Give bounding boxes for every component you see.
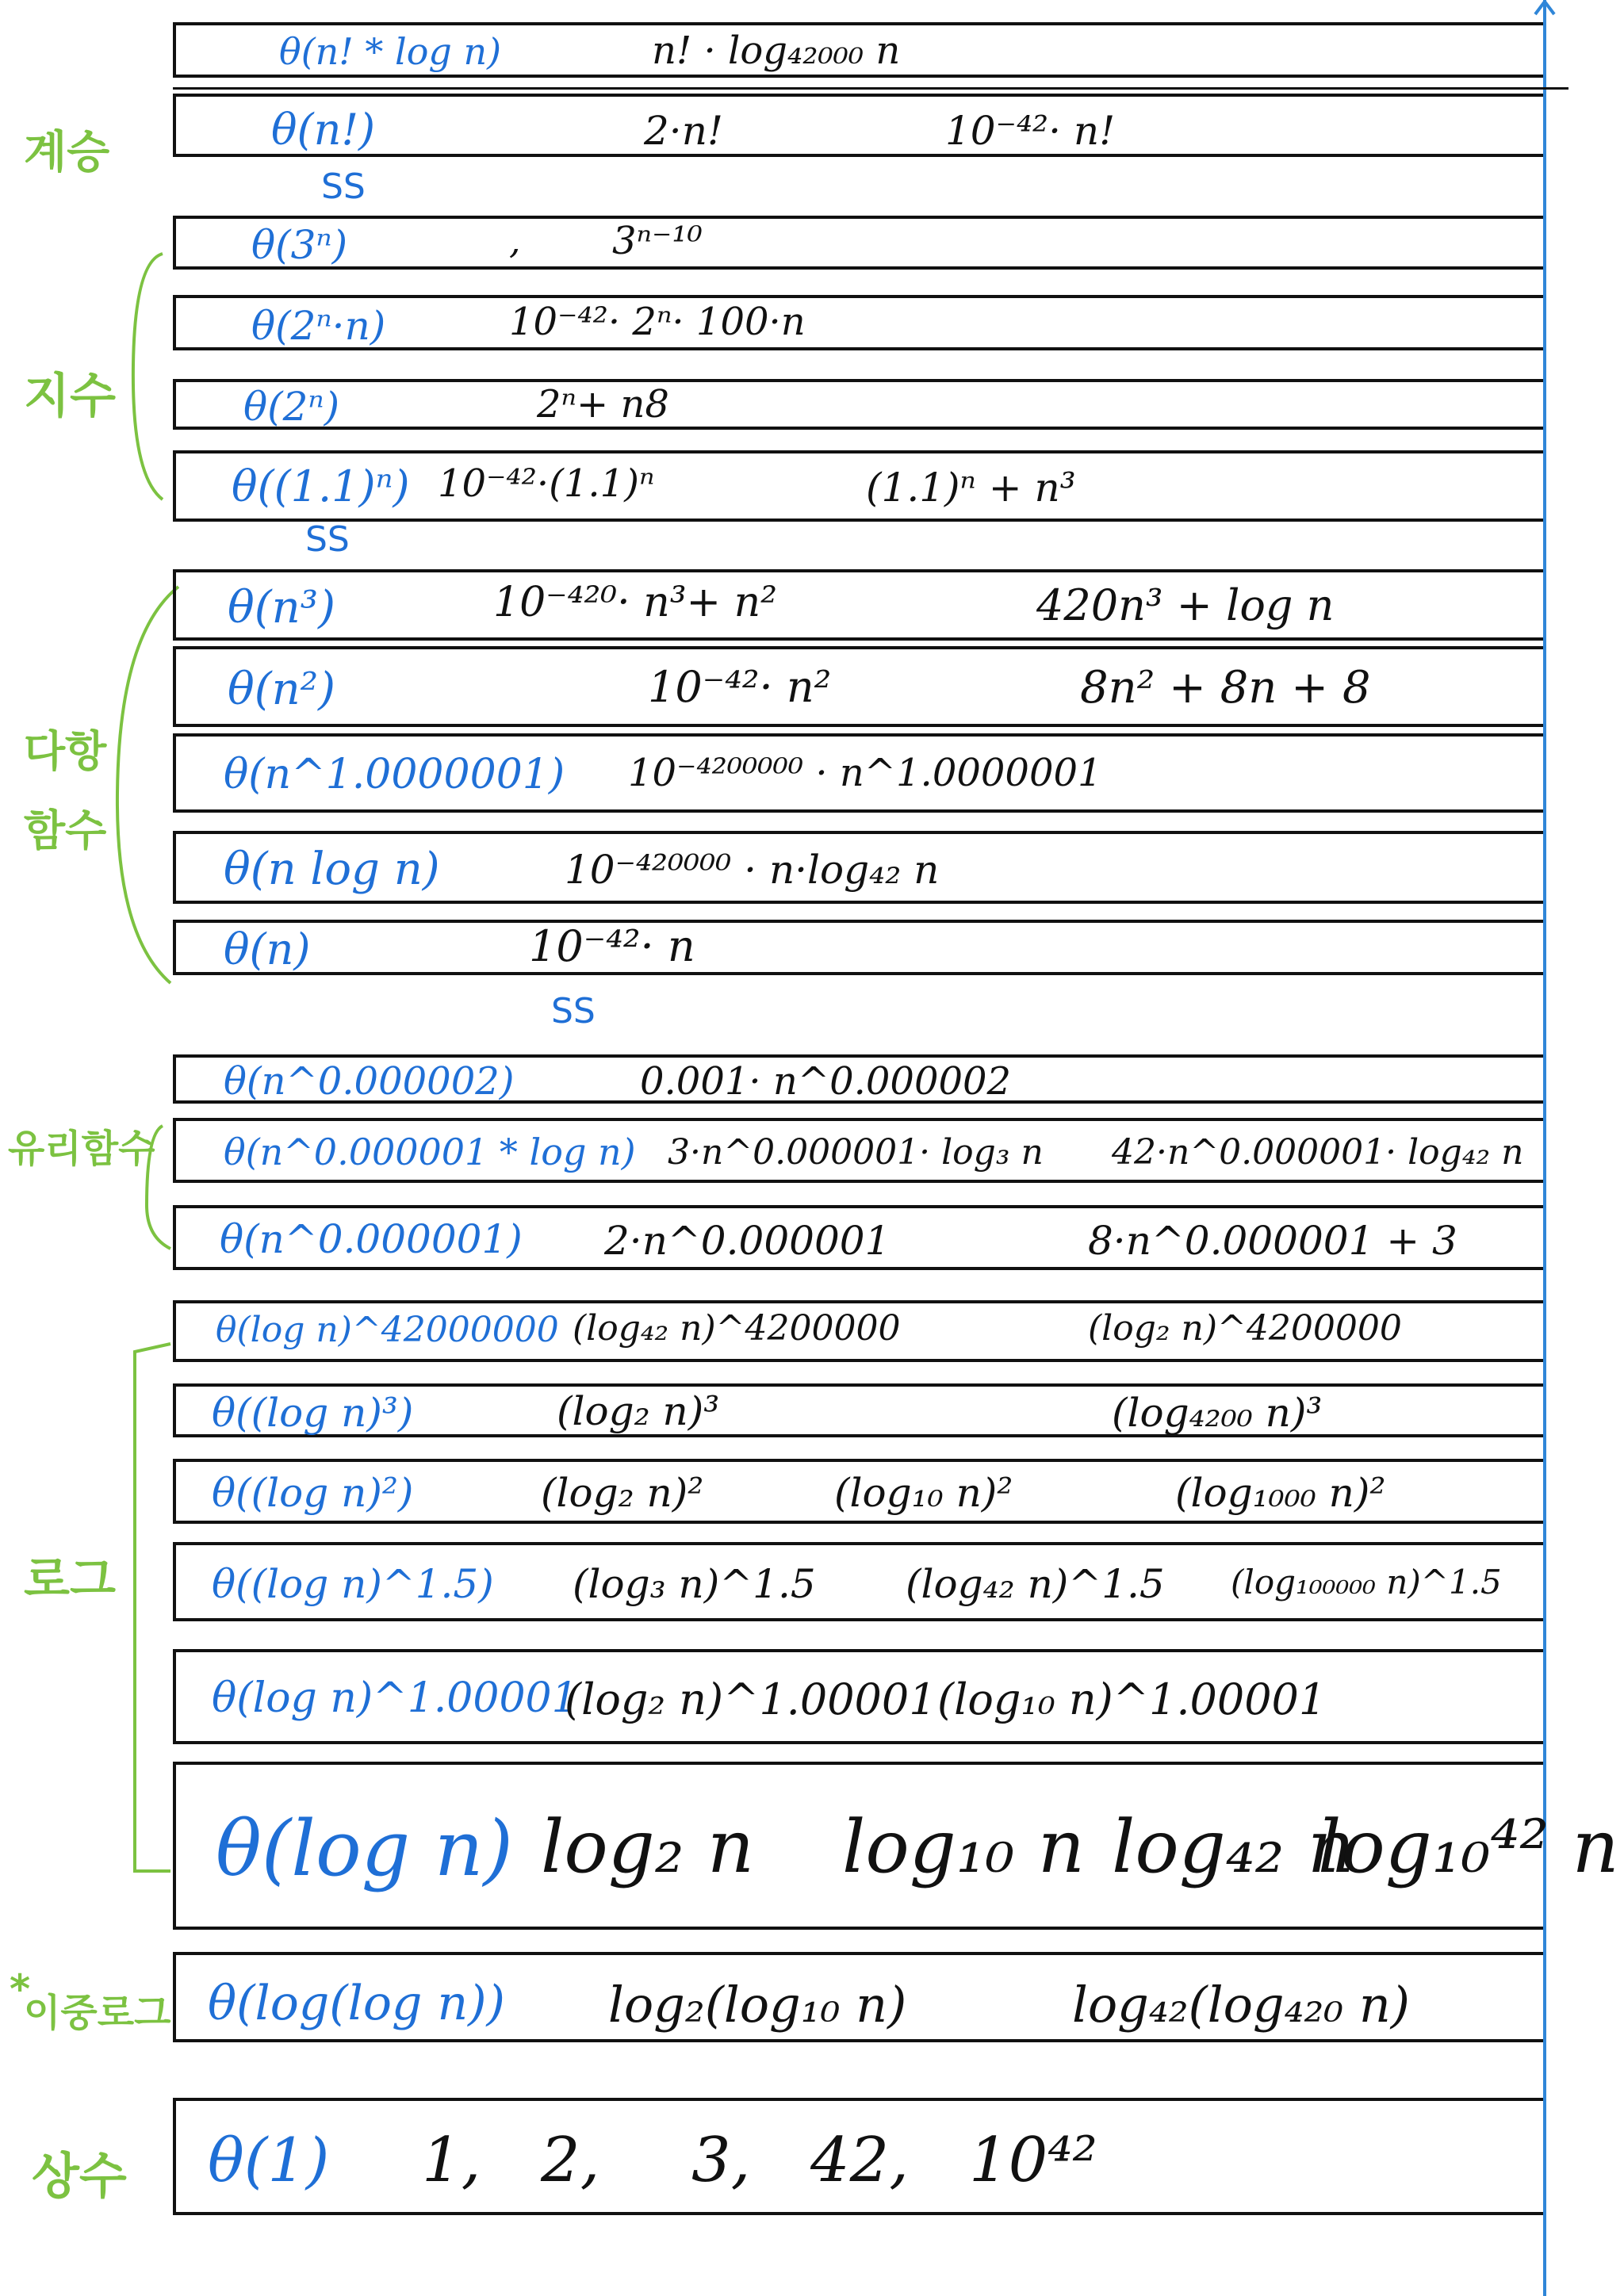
example-expression: log₄₂(log₄₂₀ n) (1072, 1976, 1410, 2034)
category-double-log-mark: * (10, 1966, 31, 2012)
theta-label: θ(log n)^42000000 (216, 1310, 559, 1350)
row-log-cubed (173, 1383, 1543, 1437)
example-expression: 3ⁿ⁻¹⁰ (612, 219, 703, 263)
example-expression: (1.1)ⁿ + n³ (866, 465, 1076, 511)
example-expression: (log₁₀₀₀₀₀ n)^1.5 (1231, 1563, 1502, 1601)
example-expression: log₂ n (541, 1804, 755, 1889)
example-expression: 10⁻⁴²⁰⁰⁰⁰ · n·log₄₂ n (565, 847, 940, 893)
category-polynomial-2: 함수 (24, 806, 107, 855)
example-expression: (log₁₀ n)² (834, 1470, 1013, 1516)
example-expression: (log₂ n)³ (557, 1388, 720, 1434)
row-log-squared (173, 1459, 1543, 1524)
theta-label: θ(n! * log n) (279, 30, 502, 73)
example-expression: 2, (541, 2125, 600, 2196)
example-expression: 42·n^0.000001· log₄₂ n (1112, 1132, 1524, 1173)
example-expression: 10⁻⁴²⁰⁰⁰⁰⁰ · n^1.0000001 (628, 751, 1102, 795)
theta-label: θ(2ⁿ) (243, 384, 340, 430)
theta-label: θ(log n)^1.00001 (212, 1674, 578, 1722)
theta-label: θ(n log n) (224, 844, 440, 895)
category-polynomial-1: 다항 (24, 726, 107, 776)
row-constant (173, 2098, 1543, 2215)
theta-label: θ(log n) (216, 1804, 513, 1893)
row-exp-2n-n (173, 295, 1543, 350)
example-expression: log₁₀⁴² n (1318, 1804, 1619, 1889)
example-expression: 42, (810, 2125, 910, 2196)
example-expression: , (509, 219, 521, 262)
theta-label: θ(n) (224, 924, 311, 974)
row-frac-n0-000002 (173, 1054, 1543, 1104)
row-poly-n1-0000001 (173, 733, 1543, 813)
example-expression: 10⁻⁴²· 2ⁿ· 100·n (509, 300, 806, 344)
category-exponential: 지수 (24, 369, 116, 424)
theta-label: θ(2ⁿ·n) (251, 303, 386, 349)
row-frac-n0-000001 (173, 1205, 1543, 1270)
category-double-log: 이중로그 (24, 1991, 171, 2035)
row-exp-3n (173, 216, 1543, 270)
separator-label: SS (321, 166, 366, 207)
example-expression: (log₁₀₀₀ n)² (1175, 1470, 1386, 1516)
example-expression: n! · log₄₂₀₀₀ n (652, 29, 901, 73)
row-log-power-42000000 (173, 1300, 1543, 1362)
example-expression: (log₂ n)^1.00001 (565, 1674, 936, 1724)
row-poly-nlogn (173, 831, 1543, 904)
row-frac-n0-000001-logn (173, 1118, 1543, 1183)
example-expression: 8·n^0.000001 + 3 (1088, 1218, 1457, 1264)
theta-label: θ(log(log n)) (208, 1976, 505, 2031)
example-expression: log₁₀ n (842, 1804, 1085, 1889)
example-expression: (log₄₂ n)^1.5 (906, 1561, 1165, 1607)
category-log: 로그 (24, 1552, 116, 1608)
row-log-n (173, 1762, 1619, 1930)
theta-label: θ(n!) (271, 105, 376, 155)
row-poly-n3 (173, 569, 1543, 641)
example-expression: 3·n^0.000001· log₃ n (668, 1132, 1044, 1173)
row-log-1-5 (173, 1542, 1543, 1621)
example-expression: 10⁴² (969, 2125, 1097, 2196)
theta-label: θ(n³) (228, 582, 335, 633)
theta-label: θ(n²) (228, 664, 335, 715)
example-expression: 1, (422, 2125, 481, 2196)
example-expression: 2ⁿ+ n8 (537, 382, 669, 427)
theta-label: θ(1) (208, 2125, 330, 2195)
example-expression: (log₁₀ n)^1.00001 (937, 1674, 1327, 1724)
example-expression: 10⁻⁴²· n (529, 921, 695, 971)
row-log-log-n (173, 1952, 1543, 2042)
example-expression: 3, (691, 2125, 751, 2196)
theta-label: θ((log n)²) (212, 1470, 414, 1516)
theta-label: θ((1.1)ⁿ) (232, 461, 410, 511)
example-expression: 8n² + 8n + 8 (1080, 662, 1371, 714)
example-expression: (log₄₂ n)^4200000 (573, 1308, 901, 1349)
row-exp-2n (173, 379, 1543, 430)
example-expression: log₄₂ n (1112, 1804, 1354, 1889)
theta-label: θ((log n)^1.5) (212, 1561, 494, 1607)
separator-label: SS (305, 519, 350, 560)
example-expression: 420n³ + log n (1036, 580, 1335, 630)
example-expression: 10⁻⁴²· n! (945, 108, 1116, 154)
theta-label: θ(n^0.000002) (224, 1059, 515, 1104)
row-factorial-log (173, 22, 1543, 78)
theta-label: θ((log n)³) (212, 1390, 414, 1436)
example-expression: (log₄₂₀₀ n)³ (1112, 1390, 1323, 1436)
category-constant: 상수 (32, 2147, 127, 2205)
example-expression: 2·n^0.000001 (604, 1218, 891, 1264)
example-expression: (log₂ n)^4200000 (1088, 1308, 1402, 1349)
theta-label: θ(3ⁿ) (251, 222, 348, 268)
row-poly-n2 (173, 646, 1543, 727)
example-expression: 10⁻⁴²·(1.1)ⁿ (438, 461, 655, 506)
row-factorial (173, 94, 1543, 157)
example-expression: (log₂ n)² (541, 1470, 704, 1516)
example-expression: 2·n! (644, 108, 723, 154)
example-expression: 0.001· n^0.000002 (640, 1059, 1012, 1104)
separator-label: SS (551, 991, 596, 1031)
example-expression: 10⁻⁴²· n² (648, 662, 832, 712)
example-expression: (log₃ n)^1.5 (573, 1561, 816, 1607)
row-exp-1-1n (173, 450, 1543, 522)
category-factorial: 계승 (24, 127, 110, 178)
example-expression: 10⁻⁴²⁰· n³+ n² (493, 579, 777, 626)
row-log-1-00001 (173, 1649, 1543, 1744)
example-expression: log₂(log₁₀ n) (608, 1976, 907, 2034)
theta-label: θ(n^1.0000001) (224, 751, 565, 798)
theta-label: θ(n^0.000001) (220, 1216, 523, 1262)
theta-label: θ(n^0.000001 * log n) (224, 1131, 636, 1173)
row-poly-n (173, 920, 1543, 975)
category-fractional-power: 유리함수 (8, 1127, 155, 1171)
